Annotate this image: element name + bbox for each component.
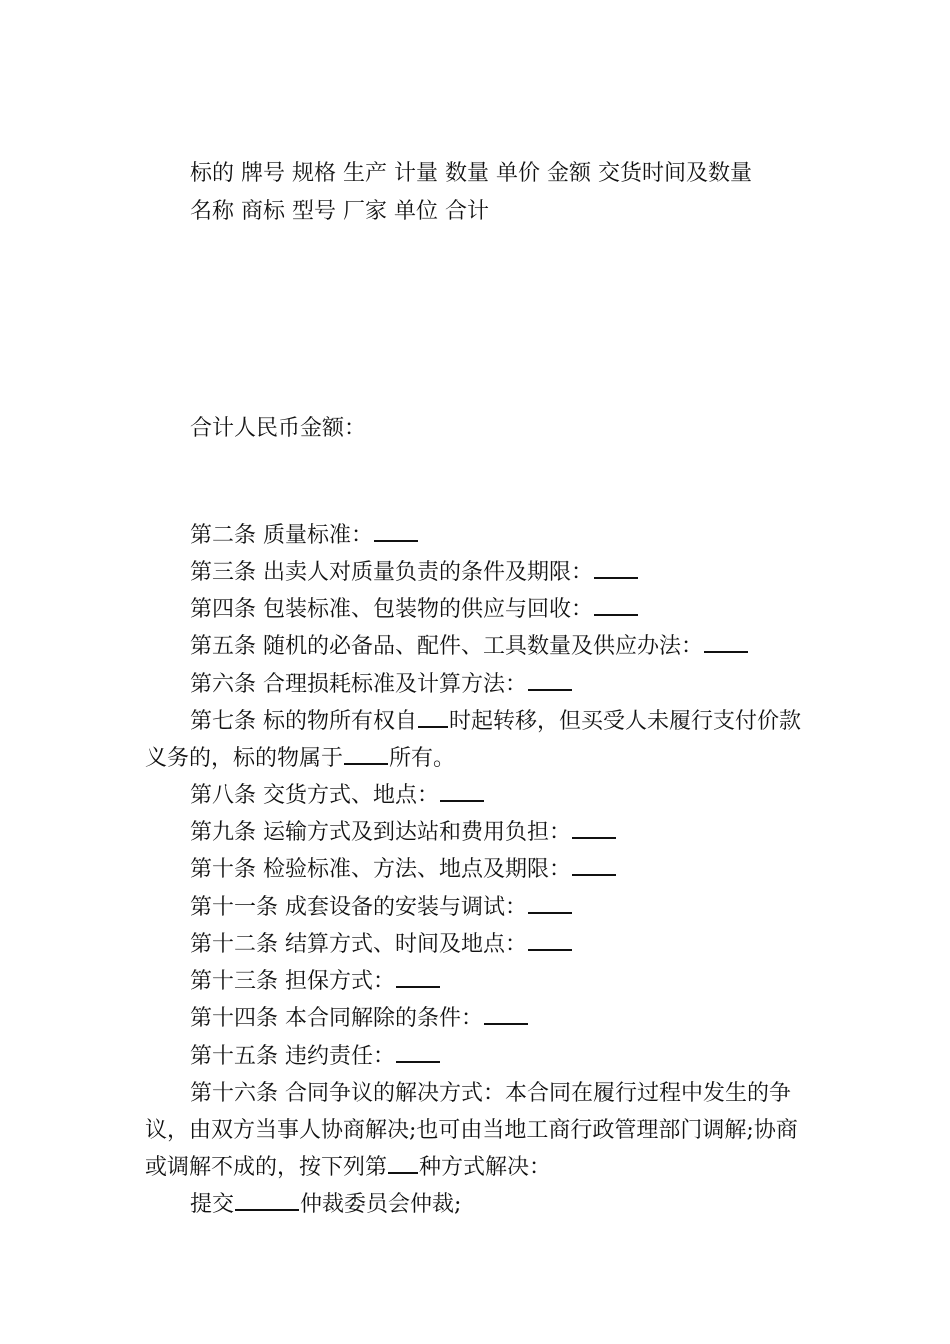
clause-10 (190, 851, 870, 888)
clause-2-text: 第二条 质量标准： (190, 523, 373, 548)
clause-12-text: 第十二条 结算方式、时间及地点： (190, 932, 527, 957)
clause-7-line-2 (145, 740, 825, 777)
clause-7-text-a: 第七条 标的物所有权自 (190, 709, 417, 734)
table-header-row-2: 名称 商标 型号 厂家 单位 合计 (190, 199, 489, 224)
clause-4 (190, 591, 870, 628)
table-header-row-1: 标的 牌号 规格 生产 计量 数量 单价 金额 交货时间及数量 (190, 161, 752, 186)
clause-7-text-c: 义务的，标的物属于 (145, 746, 344, 771)
blank-field (396, 968, 440, 988)
blank-field (235, 1191, 299, 1211)
clause-7-text-b: 时起转移，但买受人未履行支付价款 (449, 709, 802, 734)
clause-6-text: 第六条 合理损耗标准及计算方法： (190, 672, 527, 697)
clause-10-text: 第十条 检验标准、方法、地点及期限： (190, 857, 571, 882)
clause-7-line-1 (190, 703, 870, 740)
blank-field (704, 633, 748, 653)
clause-6 (190, 666, 870, 703)
blank-field (344, 745, 388, 765)
blank-field (528, 671, 572, 691)
clause-15-text: 第十五条 违约责任： (190, 1044, 395, 1069)
clause-16-line-3 (145, 1149, 825, 1186)
clause-16-text-d: 种方式解决： (419, 1155, 552, 1180)
blank-field (594, 559, 638, 579)
blank-field (572, 819, 616, 839)
total-rmb-label: 合计人民币金额： (190, 416, 367, 441)
blank-field (484, 1005, 528, 1025)
blank-field (594, 596, 638, 616)
clause-15 (190, 1038, 870, 1075)
clause-16-text-c: 或调解不成的，按下列第 (145, 1155, 388, 1180)
submit-text-b: 仲裁委员会仲裁; (300, 1192, 462, 1217)
clause-13 (190, 963, 870, 1000)
clause-13-text: 第十三条 担保方式： (190, 969, 395, 994)
blank-field (528, 931, 572, 951)
clause-16-line-2: 议，由双方当事人协商解决;也可由当地工商行政管理部门调解;协商 (145, 1118, 798, 1143)
clause-3-text: 第三条 出卖人对质量负责的条件及期限： (190, 560, 593, 585)
clause-11 (190, 889, 870, 926)
blank-field (572, 856, 616, 876)
blank-field (374, 522, 418, 542)
submit-text-a: 提交 (190, 1192, 235, 1217)
blank-field (418, 708, 448, 728)
clause-12 (190, 926, 870, 963)
clause-14-text: 第十四条 本合同解除的条件： (190, 1006, 483, 1031)
clause-8-text: 第八条 交货方式、地点： (190, 783, 439, 808)
blank-field (528, 894, 572, 914)
clause-14 (190, 1000, 870, 1037)
clause-7-text-d: 所有。 (389, 746, 456, 771)
clause-5-text: 第五条 随机的必备品、配件、工具数量及供应办法： (190, 634, 703, 659)
clause-11-text: 第十一条 成套设备的安装与调试： (190, 895, 527, 920)
clause-16-line-1: 第十六条 合同争议的解决方式：本合同在履行过程中发生的争 (190, 1081, 791, 1106)
clause-3 (190, 554, 870, 591)
blank-field (388, 1154, 418, 1174)
clause-8 (190, 777, 870, 814)
blank-field (396, 1043, 440, 1063)
clause-4-text: 第四条 包装标准、包装物的供应与回收： (190, 597, 593, 622)
clause-2 (190, 517, 870, 554)
clause-9 (190, 814, 870, 851)
arbitration-line (190, 1186, 870, 1223)
clause-5 (190, 628, 870, 665)
clause-9-text: 第九条 运输方式及到达站和费用负担： (190, 820, 571, 845)
blank-field (440, 782, 484, 802)
